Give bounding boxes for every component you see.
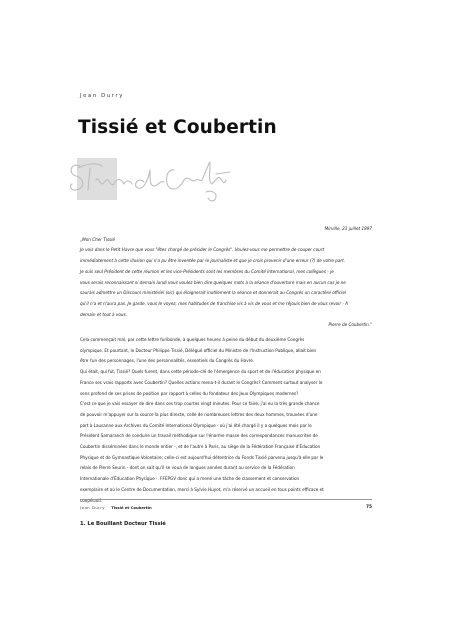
footer-author: Jean Durry <box>80 505 106 510</box>
text-line: de pouvoir m'appuyer sur la source la plus directe, celle de nombreuses lettres des deux hommes, trouvées d'une <box>80 411 318 417</box>
text-line: coopératif. <box>80 497 103 503</box>
text-line: France ses vrais rapports avec Coubertin? Quelles actions mena-t-il durant le Congrès? Comment surtout analyser le <box>80 379 323 385</box>
paragraph <box>80 335 372 367</box>
letter-line: Je suis seul Président de cette réunion et les vice-Présidents sont les membres du Comité International, mes collègues - je <box>80 268 334 274</box>
text-line: olympique. Et pourtant, le Docteur Philippe Tissié, Délégué officiel du Ministre de l'Instruction Publique, allait bien <box>80 347 317 353</box>
page-footer <box>80 505 372 510</box>
text-line: C'est ce que je vais essayer de dire dans ces trop courtes vingt minutes. Pour ce faire, j'ai eu la très grande chance <box>80 401 320 407</box>
article-title: Tissié et Coubertin <box>78 117 277 138</box>
letter-place-date: Mirville, 23 juillet 1897 <box>324 226 372 231</box>
letter-text <box>80 245 372 320</box>
page-number: 75 <box>366 505 372 510</box>
letter-line: demain et tout à vous. <box>80 311 127 317</box>
paragraph <box>80 367 372 399</box>
letter-line: Je vois dans le Petit Havre que vous "êtes chargé de présider le Congrès". Voulez-vous me permettre de couper court <box>80 247 325 253</box>
letter-line: qu'il n'a et n'aura pas. Je garde, vous le voyez, mes habitudes de franchise vis à vis de vous et me réjouis bien de vous revoir - A <box>80 300 348 306</box>
text-line: Coubertin disséminées dans le monde entier -, et de l'autre à Paris, au siège de la Fédération Française d'Éducation <box>80 444 321 450</box>
signature-image <box>66 150 236 214</box>
section-heading: 1. Le Bouillant Docteur Tissié <box>80 521 166 528</box>
text-line: part à Lausanne aux Archives du Comité International Olympique - où j'ai été chargé il y a quelques mois par le <box>80 422 312 428</box>
footer-rule <box>80 499 372 500</box>
text-line: Qui était, qui fut, Tissié? Quels furent, dans cette période-clé de l'émergence du sport et de l'éducation physique en <box>80 369 321 375</box>
text-line: Internationale d'Éducation Physique -. FFEPGV donc qui a mené une tâche de classement et conservation <box>80 476 300 482</box>
text-line: Cela commençait mal, par cette lettre furibonde, à quelques heures à peine du début du deuxième Congrès <box>80 337 305 343</box>
text-line: être l'un des personnages, l'une des personnalités, essentiels du Congrès du Havre. <box>80 358 255 364</box>
letter-signoff: Pierre de Coubertin." <box>328 322 372 328</box>
paragraph <box>80 399 372 506</box>
author-name: Jean Durry <box>80 93 124 99</box>
letter-line: immédiatement à cette illusion qui n'a pu être inventée par le journaliste et que je crois provenir d'une erreur (?) de votre part. <box>80 258 346 264</box>
text-line: exemplaire et où le Centre de Documentation, merci à Sylvie Huyot, m'a réservé un accueil en tous points efficace et <box>80 486 324 492</box>
text-line: Président Samaranch de conduire un travail méthodique sur l'énorme masse des correspondances manuscrites de <box>80 433 318 439</box>
text-line: sens profond de ses prises de position par rapport à celles du fondateur des Jeux Olympiques modernes? <box>80 390 299 396</box>
letter-line: vous serais reconnaissant si demain lundi vous voulez bien dire quelques mots à la séance d'ouverture mais en aucun cas je ne <box>80 279 346 285</box>
letter-salutation: „Mon Cher Tissié <box>80 236 115 242</box>
article-body <box>80 224 372 529</box>
letter-line: saurais admettre un Discours ministériel (sic) qui éloignerait inutilement la séance et donnerait au Congrès un caractère officiel <box>80 290 347 296</box>
text-line: relais de Pierre Seurin - dont on sait qu'il se voua de longues années durant au service de la Fédération <box>80 465 295 471</box>
footer-title: Tissié et Coubertin <box>111 505 152 510</box>
text-line: Physique et de Gymnastique Volontaire; celle-ci est aujourd'hui détentrice du Fonds Tissié parvenu jusqu'à elle par le <box>80 454 324 460</box>
